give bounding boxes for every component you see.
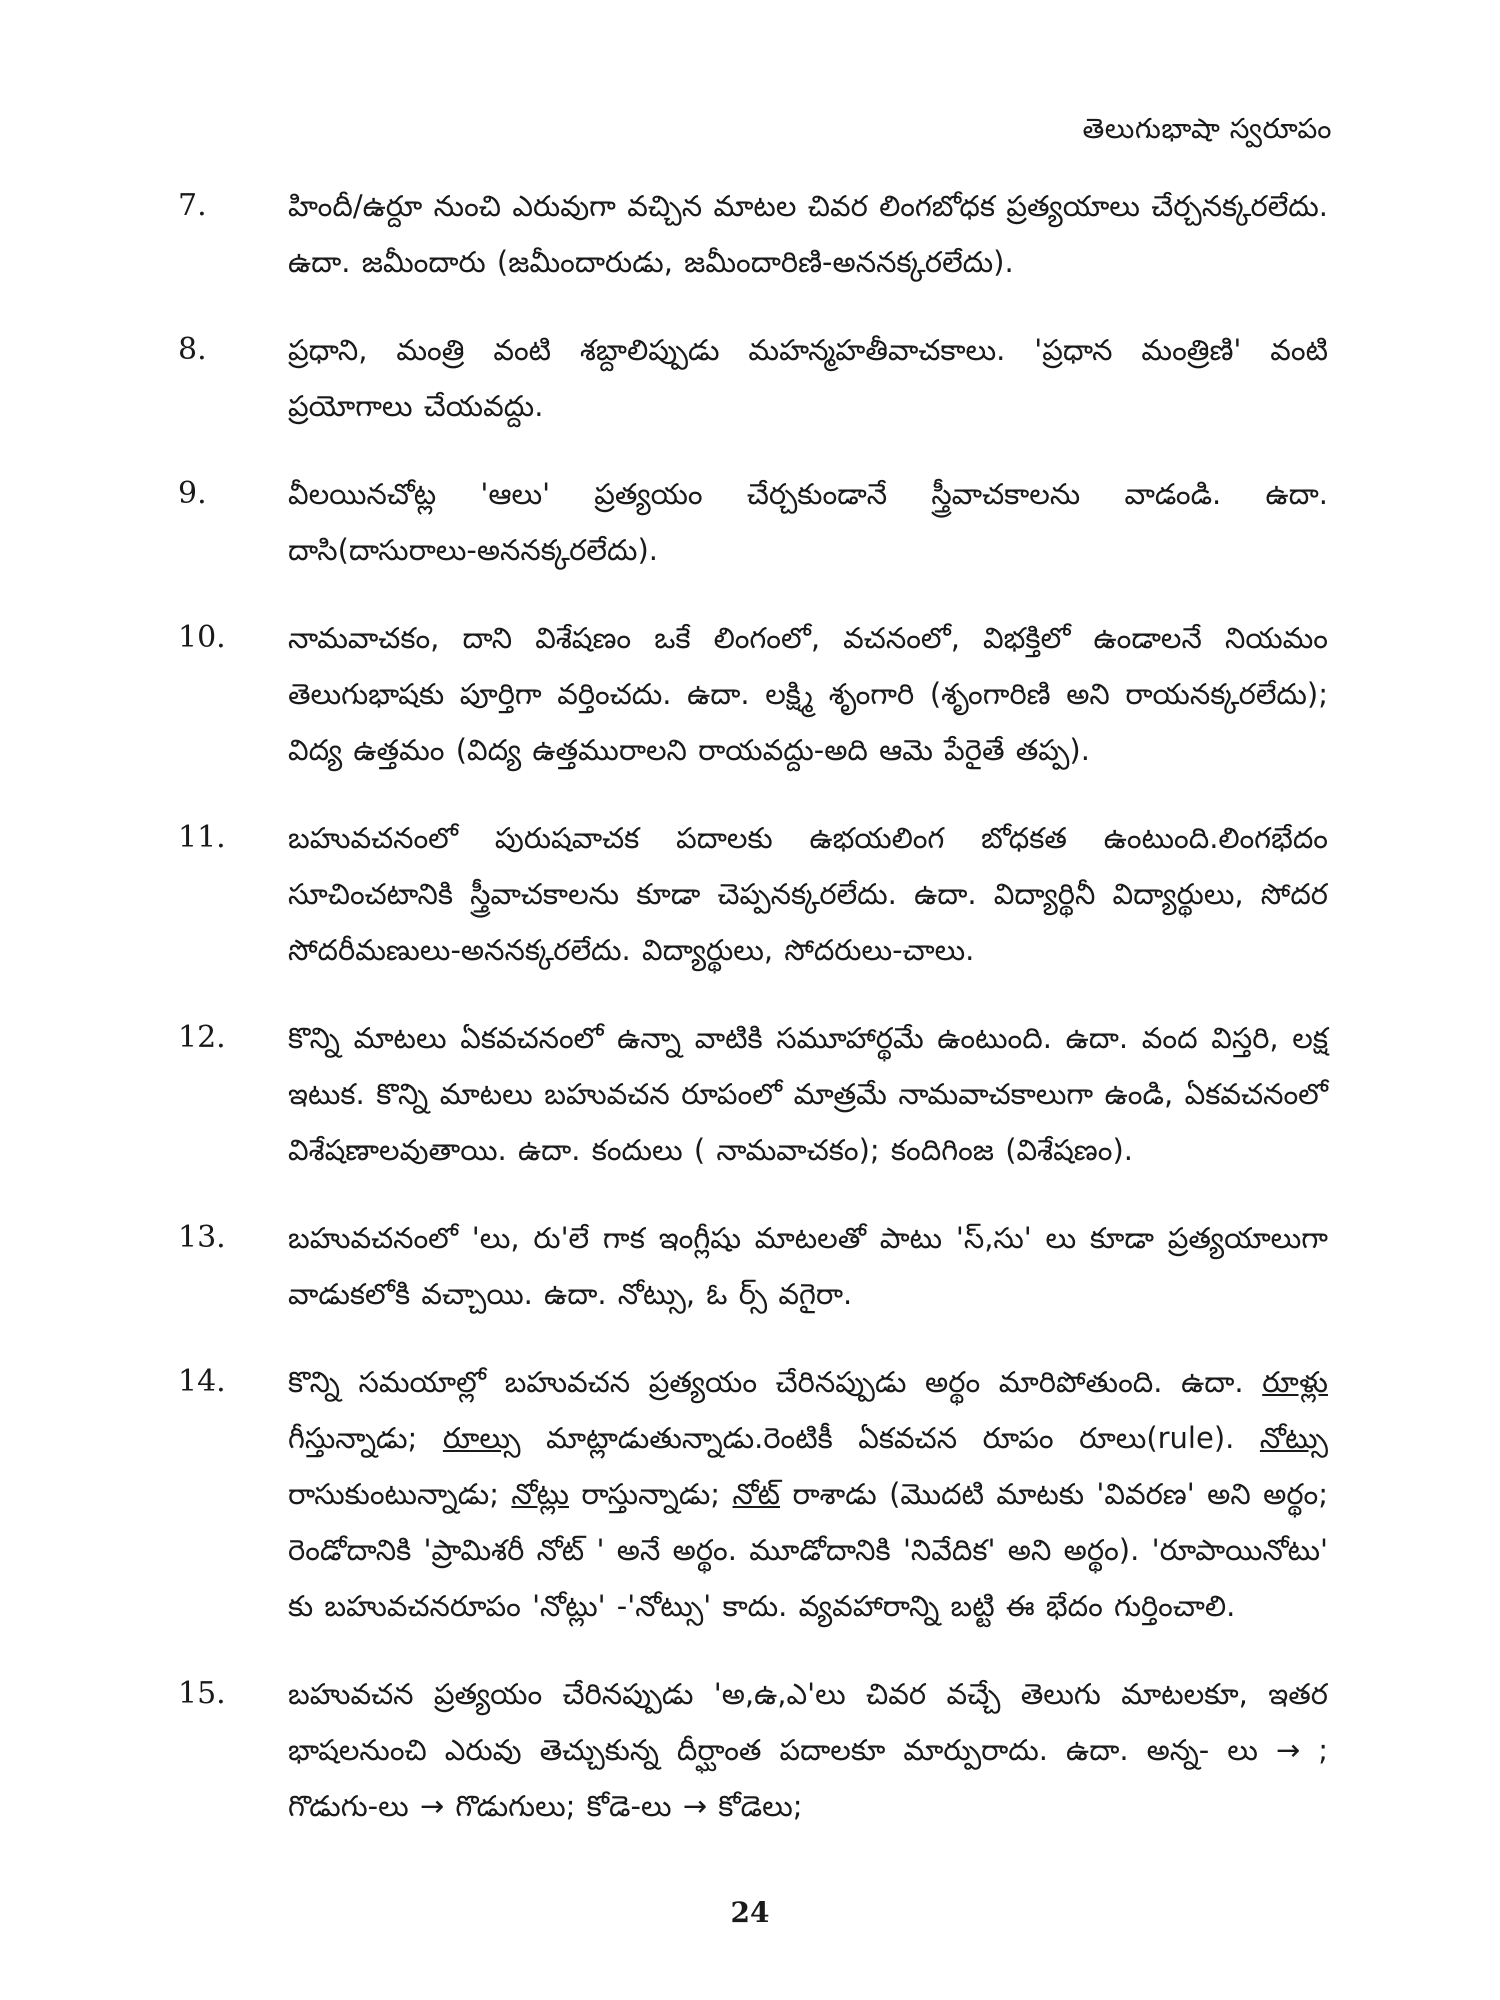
item-text-segment: రాశాడు (మొదటి మాటకు 'వివరణ' అని అర్థం; రెండోదానికి 'ప్రామిశరీ నోట్ ' అనే అర్థం. మూడోదానికి 'నివేదిక' అని అర్థం). 'రూపాయినోటు' కు బహువచనరూపం 'నోట్లు' -'నోట్సు' కాదు. వ్యవహారాన్ని బట్టి ఈ భేదం గుర్తించాలి. [288, 1477, 1328, 1623]
running-header: తెలుగుభాషా స్వరూపం [1082, 112, 1332, 145]
item-number: 8. [178, 332, 207, 367]
underlined-word: నోట్ [732, 1477, 781, 1511]
list-item [178, 178, 1328, 290]
item-text: బహువచనంలో 'లు, రు'లే గాక ఇంగ్లీషు మాటలతో పాటు 'స్,సు' లు కూడా ప్రత్యయాలుగా వాడుకలోకి వచ్చాయి. ఉదా. నోట్సు, ఓ ర్స్ వగైరా. [288, 1221, 1328, 1311]
item-text: కొన్ని మాటలు ఏకవచనంలో ఉన్నా వాటికి సమూహార్థమే ఉంటుంది. ఉదా. వంద విస్తరి, లక్ష ఇటుక. కొన్ని మాటలు బహువచన రూపంలో మాత్రమే నామవాచకాలుగా ఉండి, ఏకవచనంలో విశేషణాలవుతాయి. ఉదా. కందులు ( నామవాచకం); కందిగింజ (విశేషణం). [288, 1021, 1328, 1167]
list-item [178, 610, 1328, 778]
item-number: 14. [178, 1364, 226, 1399]
underlined-word: రూల్సు [442, 1421, 521, 1455]
list-item [178, 1010, 1328, 1178]
item-number: 9. [178, 476, 207, 511]
item-number: 11. [178, 820, 226, 855]
item-text: బహువచనంలో పురుషవాచక పదాలకు ఉభయలింగ బోధకత ఉంటుంది.లింగభేదం సూచించటానికి స్త్రీవాచకాలను కూడా చెప్పనక్కరలేదు. ఉదా. విద్యార్థినీ విద్యార్థులు, సోదర సోదరీమణులు-అననక్కరలేదు. విద్యార్థులు, సోదరులు-చాలు. [288, 821, 1328, 967]
item-text: వీలయినచోట్ల 'ఆలు' ప్రత్యయం చేర్చకుండానే స్త్రీవాచకాలను వాడండి. ఉదా. దాసి(దాసురాలు-అననక్కరలేదు). [288, 477, 1328, 567]
item-text-segment: రాసుకుంటున్నాడు; [288, 1477, 512, 1511]
item-text: ప్రధాని, మంత్రి వంటి శబ్దాలిప్పుడు మహన్మహతీవాచకాలు. 'ప్రధాన మంత్రిణి' వంటి ప్రయోగాలు చేయవద్దు. [288, 333, 1328, 423]
item-number: 12. [178, 1020, 226, 1055]
item-number: 7. [178, 188, 207, 223]
underlined-word: నోట్లు [511, 1477, 569, 1511]
item-text: బహువచన ప్రత్యయం చేరినప్పుడు 'అ,ఉ,ఎ'లు చివర వచ్చే తెలుగు మాటలకూ, ఇతర భాషలనుంచి ఎరువు తెచ్చుకున్న దీర్ఘాంత పదాలకూ మార్పురాదు. ఉదా. అన్న- లు → ; గొడుగు-లు → గొడుగులు; కోడె-లు → కోడెలు; [288, 1677, 1328, 1823]
numbered-list [178, 178, 1328, 1866]
list-item [178, 810, 1328, 978]
item-text-segment: గీస్తున్నాడు; [288, 1421, 443, 1455]
underlined-word: రూళ్లు [1262, 1365, 1328, 1399]
item-number: 15. [178, 1676, 226, 1711]
item-text-segment: కొన్ని సమయాల్లో బహువచన ప్రత్యయం చేరినప్పుడు అర్థం మారిపోతుంది. ఉదా. [288, 1365, 1263, 1399]
list-item [178, 466, 1328, 578]
list-item [178, 322, 1328, 434]
item-number: 10. [178, 620, 226, 655]
list-item [178, 1666, 1328, 1834]
item-text-segment: రాస్తున్నాడు; [568, 1477, 733, 1511]
item-text [288, 1354, 1328, 1634]
page-number: 24 [730, 1896, 770, 1929]
item-text-segment: మాట్లాడుతున్నాడు.రెంటికీ ఏకవచన రూపం రూలు(rule). [520, 1421, 1260, 1455]
list-item [178, 1354, 1328, 1634]
underlined-word: నోట్సు [1259, 1421, 1328, 1455]
item-number: 13. [178, 1220, 226, 1255]
item-text: నామవాచకం, దాని విశేషణం ఒకే లింగంలో, వచనంలో, విభక్తిలో ఉండాలనే నియమం తెలుగుభాషకు పూర్తిగా వర్తించదు. ఉదా. లక్ష్మి శృంగారి (శృంగారిణి అని రాయనక్కరలేదు); విద్య ఉత్తమం (విద్య ఉత్తమురాలని రాయవద్దు-అది ఆమె పేరైతే తప్ప). [288, 621, 1328, 767]
item-text: హిందీ/ఉర్దూ నుంచి ఎరువుగా వచ్చిన మాటల చివర లింగబోధక ప్రత్యయాలు చేర్చనక్కరలేదు. ఉదా. జమీందారు (జమీందారుడు, జమీందారిణి-అననక్కరలేదు). [288, 189, 1328, 279]
list-item [178, 1210, 1328, 1322]
